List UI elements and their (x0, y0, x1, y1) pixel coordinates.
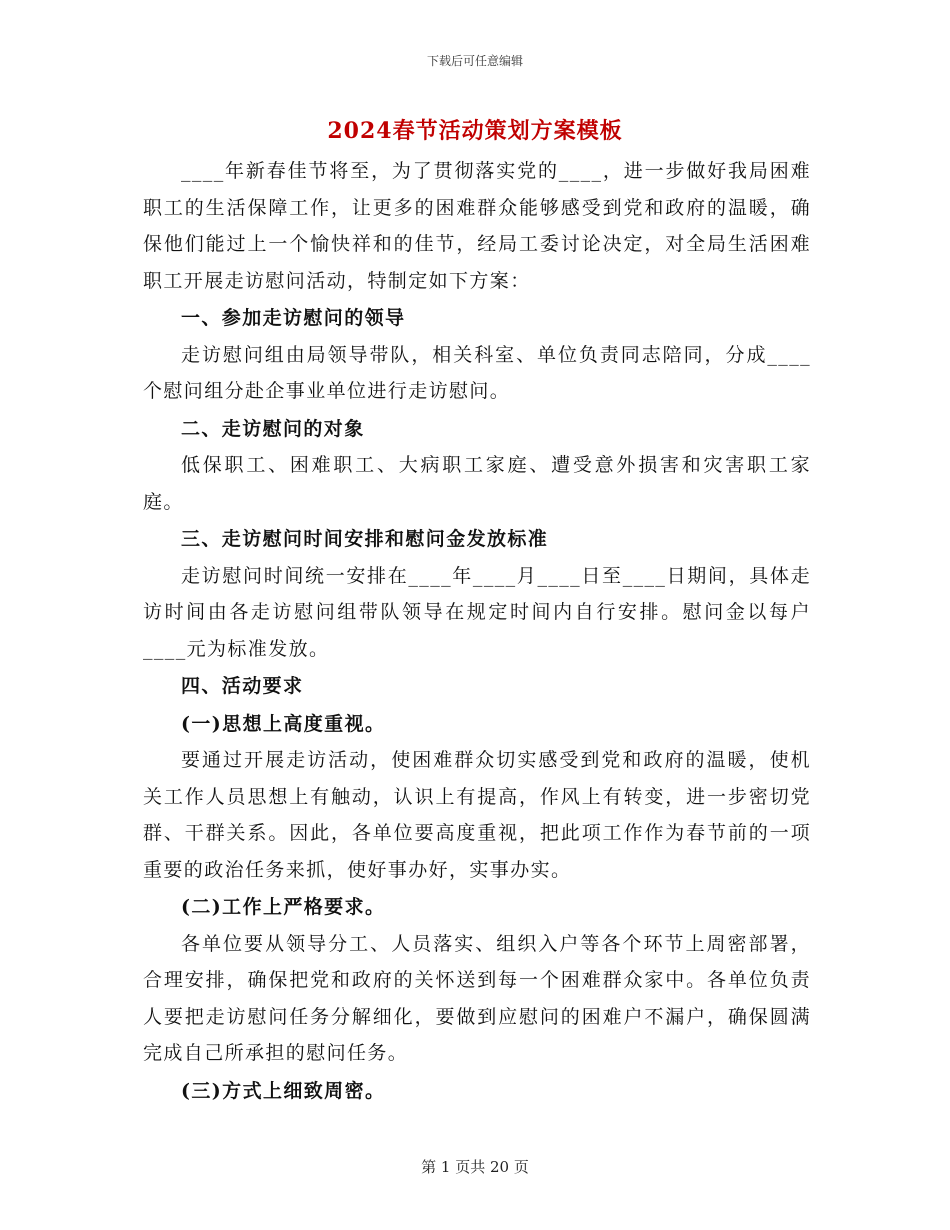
page-footer: 第 1 页共 20 页 (421, 1158, 529, 1176)
section-heading-4: 四、活动要求 (181, 675, 304, 697)
document-body (143, 153, 811, 1109)
paragraph-2: 低保职工、困难职工、大病职工家庭、遭受意外损害和灾害职工家庭。 (143, 454, 811, 513)
subsection-heading-4-3: (三)方式上细致周密。 (181, 1079, 386, 1102)
paragraph-4-1: 要通过开展走访活动，使困难群众切实感受到党和政府的温暖，使机关工作人员思想上有触动，认识上有提高，作风上有转变，进一步密切党群、干群关系。因此，各单位要高度重视，把此项工作作为春节前的一项重要的政治任务来抓，使好事办好，实事办实。 (143, 749, 811, 881)
document-title: 2024春节活动策划方案模板 (327, 118, 623, 144)
paragraph-intro: ____年新春佳节将至，为了贯彻落实党的____，进一步做好我局困难职工的生活保障工作，让更多的困难群众能够感受到党和政府的温暖，确保他们能过上一个愉快祥和的佳节，经局工委讨论决定，对全局生活困难职工开展走访慰问活动，特制定如下方案： (143, 160, 811, 292)
paragraph-1: 走访慰问组由局领导带队，相关科室、单位负责同志陪同，分成____个慰问组分赴企事业单位进行走访慰问。 (143, 343, 811, 402)
subsection-heading-4-1: (一)思想上高度重视。 (181, 712, 386, 735)
section-heading-2: 二、走访慰问的对象 (181, 417, 365, 440)
paragraph-4-2: 各单位要从领导分工、人员落实、组织入户等各个环节上周密部署，合理安排，确保把党和政府的关怀送到每一个困难群众家中。各单位负责人要把走访慰问任务分解细化，要做到应慰问的困难户不漏户，确保圆满完成自己所承担的慰问任务。 (143, 932, 811, 1064)
section-heading-3: 三、走访慰问时间安排和慰问金发放标准 (181, 528, 549, 550)
section-heading-1: 一、参加走访慰问的领导 (181, 307, 406, 329)
subsection-heading-4-2: (二)工作上严格要求。 (181, 896, 386, 918)
page-header: 下载后可任意编辑 (426, 54, 523, 68)
paragraph-3: 走访慰问时间统一安排在____年____月____日至____日期间，具体走访时间由各走访慰问组带队领导在规定时间内自行安排。慰问金以每户____元为标准发放。 (143, 564, 811, 660)
